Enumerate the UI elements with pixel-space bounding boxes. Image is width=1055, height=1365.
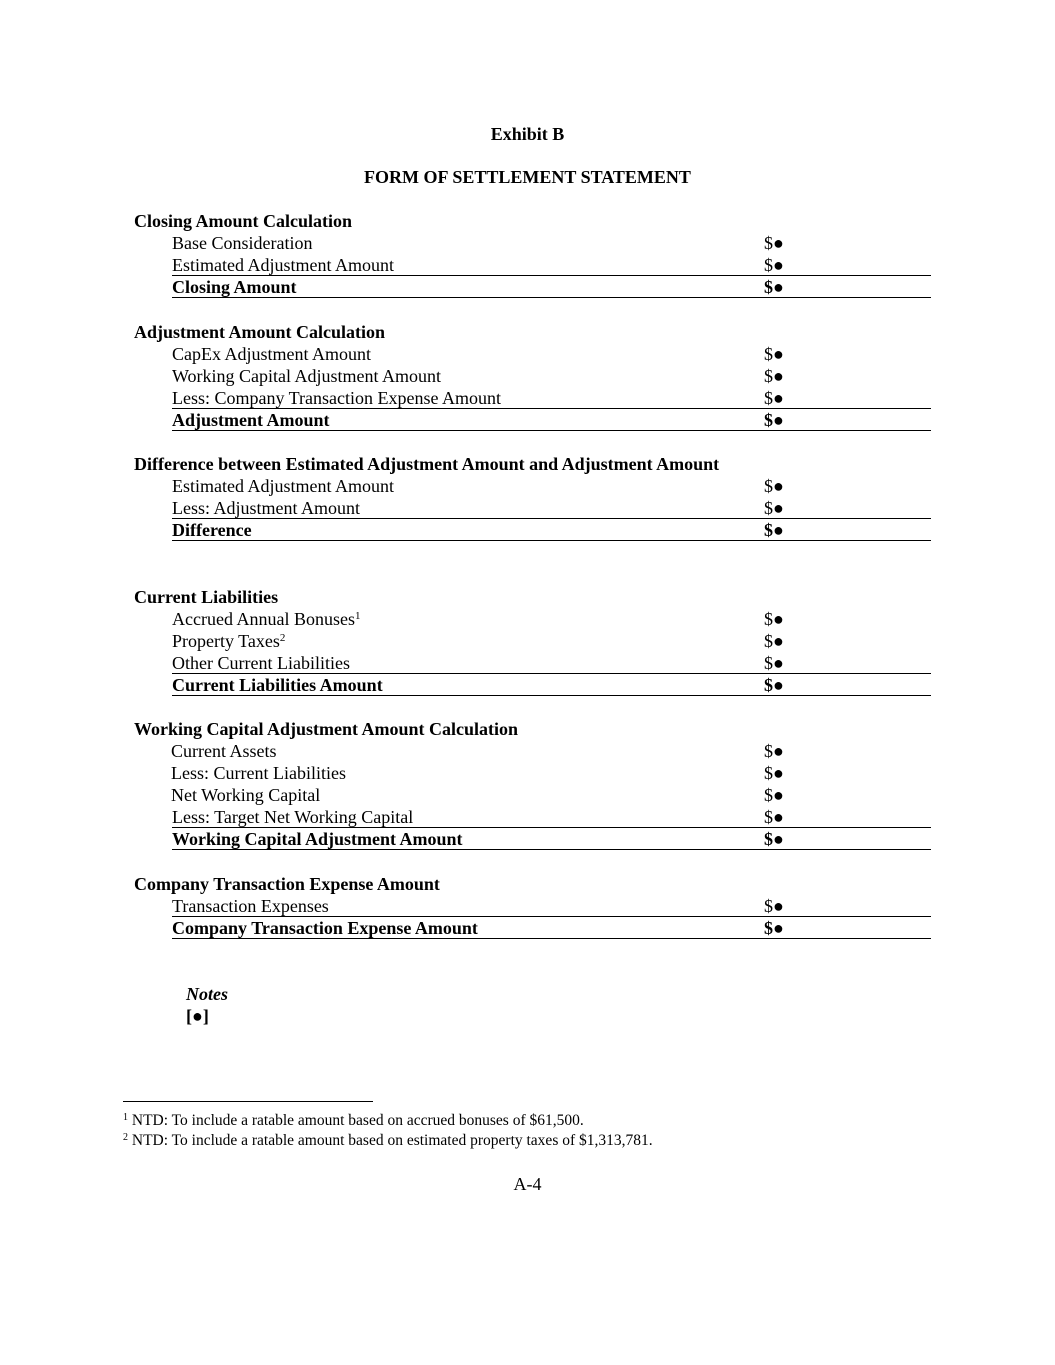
footnote — [123, 1131, 653, 1151]
line-item — [172, 895, 931, 917]
line-item — [172, 365, 931, 387]
section-heading: Closing Amount Calculation — [134, 211, 353, 231]
line-item-amount: $● — [764, 498, 784, 518]
total-row — [172, 674, 931, 696]
line-item — [171, 740, 931, 762]
line-item-amount: $● — [764, 366, 784, 386]
line-item — [172, 254, 931, 276]
total-amount: $● — [764, 277, 784, 297]
total-label: Difference — [172, 520, 252, 540]
line-item-label: CapEx Adjustment Amount — [172, 344, 372, 364]
line-item-amount: $● — [764, 388, 784, 408]
line-item-label: Less: Adjustment Amount — [172, 498, 361, 518]
page-number: A-4 — [513, 1174, 542, 1194]
line-item-amount: $● — [764, 741, 784, 761]
line-item-amount: $● — [764, 631, 784, 651]
total-label: Working Capital Adjustment Amount — [172, 829, 463, 849]
section-heading: Current Liabilities — [134, 587, 279, 607]
line-item — [172, 497, 931, 519]
line-item-amount: $● — [764, 896, 784, 916]
total-amount: $● — [764, 520, 784, 540]
footnote-marker: 2 — [123, 1132, 128, 1143]
line-item-amount: $● — [764, 344, 784, 364]
footnote-ref: 2 — [279, 632, 286, 644]
line-item — [172, 652, 931, 674]
section-heading: Difference between Estimated Adjustment Amount and Adjustment Amount — [134, 454, 720, 474]
line-item-label-text: Property Taxes — [172, 631, 280, 651]
line-item — [172, 608, 931, 630]
section-heading: Working Capital Adjustment Amount Calculation — [134, 719, 519, 739]
line-item-label: Less: Current Liabilities — [171, 763, 346, 783]
total-label: Company Transaction Expense Amount — [172, 918, 478, 938]
line-item-amount: $● — [764, 785, 784, 805]
line-item-amount: $● — [764, 233, 784, 253]
line-item-label: Less: Company Transaction Expense Amount — [172, 388, 501, 408]
footnote-text: NTD: To include a ratable amount based on estimated property taxes of $1,313,781. — [131, 1132, 653, 1149]
line-item — [172, 343, 931, 365]
line-item-label — [172, 608, 360, 630]
line-item-label: Current Assets — [171, 741, 277, 761]
line-item-label-text: Accrued Annual Bonuses — [172, 609, 355, 629]
total-row — [172, 276, 931, 298]
notes-block — [186, 983, 228, 1027]
document-title: FORM OF SETTLEMENT STATEMENT — [364, 167, 691, 187]
line-item-amount: $● — [764, 653, 784, 673]
total-amount: $● — [764, 918, 784, 938]
notes-title: Notes — [186, 984, 228, 1004]
line-item — [171, 784, 931, 806]
section-transaction-expense — [134, 873, 931, 939]
section-heading: Adjustment Amount Calculation — [134, 322, 386, 342]
total-label: Closing Amount — [172, 277, 297, 297]
section-adjustment-amount — [134, 321, 931, 431]
total-row — [172, 409, 931, 431]
section-difference — [134, 453, 931, 541]
notes-body: [●] — [186, 1006, 209, 1026]
line-item — [172, 630, 931, 652]
line-item-label: Estimated Adjustment Amount — [172, 255, 394, 275]
line-item — [172, 806, 931, 828]
line-item — [172, 232, 931, 254]
total-label: Adjustment Amount — [172, 410, 330, 430]
line-item-label — [172, 630, 285, 652]
line-item-amount: $● — [764, 609, 784, 629]
line-item-label: Net Working Capital — [171, 785, 321, 805]
line-item-label: Less: Target Net Working Capital — [172, 807, 414, 827]
total-amount: $● — [764, 675, 784, 695]
footnote-text: NTD: To include a ratable amount based on accrued bonuses of $61,500. — [131, 1112, 584, 1129]
line-item-amount: $● — [764, 807, 784, 827]
section-closing-amount — [134, 210, 931, 298]
line-item-amount: $● — [764, 255, 784, 275]
line-item — [171, 762, 931, 784]
line-item-label: Working Capital Adjustment Amount — [172, 366, 442, 386]
total-label: Current Liabilities Amount — [172, 675, 383, 695]
total-row — [172, 828, 931, 850]
total-row — [172, 917, 931, 939]
total-amount: $● — [764, 410, 784, 430]
footnote-divider — [123, 1101, 373, 1102]
line-item-label: Estimated Adjustment Amount — [172, 476, 394, 496]
line-item-amount: $● — [764, 476, 784, 496]
line-item-label: Base Consideration — [172, 233, 313, 253]
total-row — [172, 519, 931, 541]
total-amount: $● — [764, 829, 784, 849]
line-item-label: Other Current Liabilities — [172, 653, 350, 673]
line-item-label: Transaction Expenses — [172, 896, 329, 916]
footnote-marker: 1 — [123, 1112, 128, 1123]
line-item — [172, 475, 931, 497]
line-item-amount: $● — [764, 763, 784, 783]
section-working-capital — [134, 718, 931, 850]
line-item — [172, 387, 931, 409]
section-heading: Company Transaction Expense Amount — [134, 874, 440, 894]
footnote — [123, 1111, 584, 1131]
section-current-liabilities — [134, 586, 931, 696]
exhibit-label: Exhibit B — [490, 124, 565, 144]
footnote-ref: 1 — [354, 610, 361, 622]
